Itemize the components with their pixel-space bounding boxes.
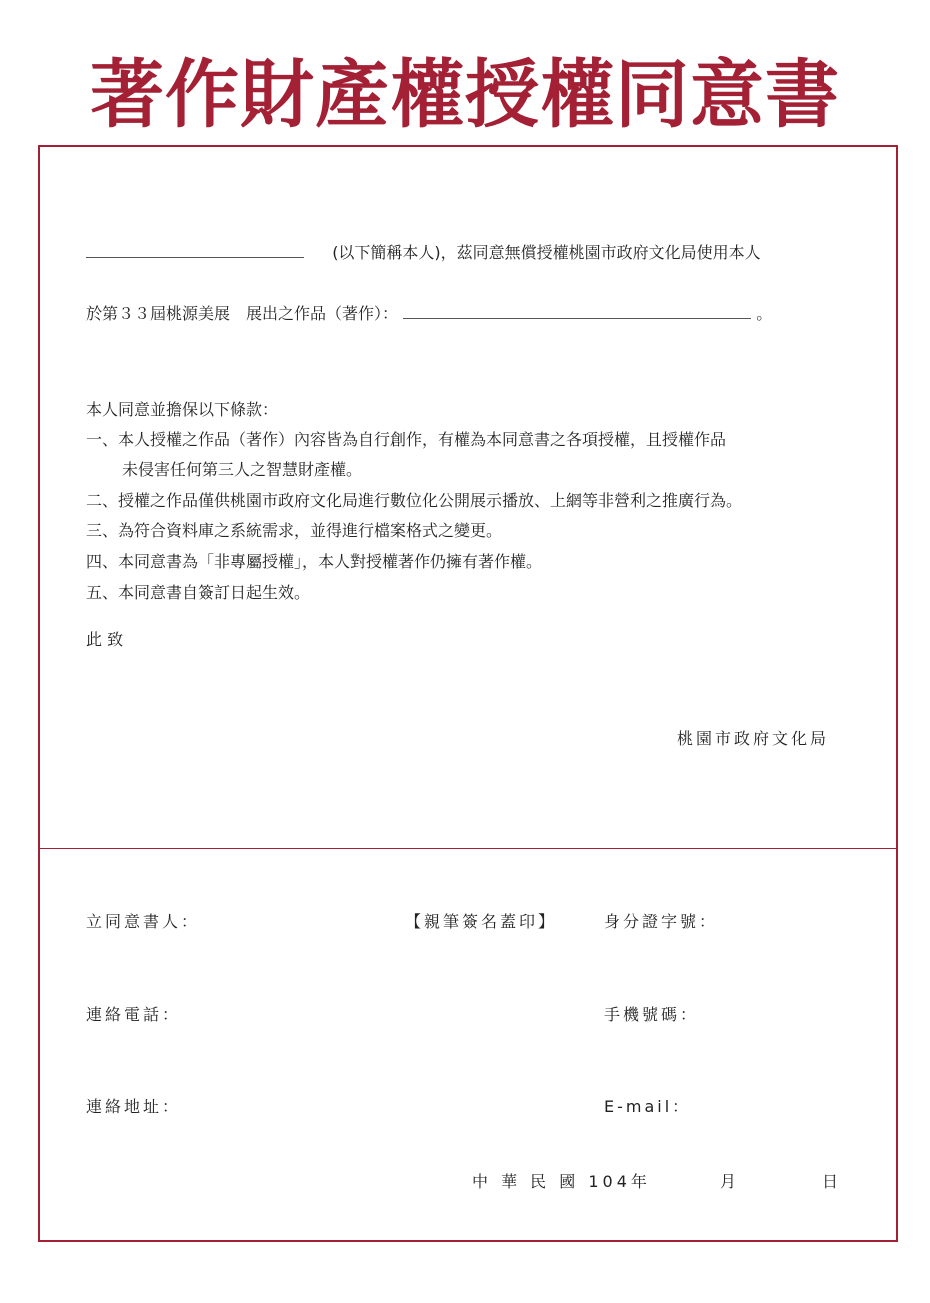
clause-1-line-2: 未侵害任何第三人之智慧財產權。	[122, 460, 363, 479]
date-year: 中 華 民 國 104年	[472, 1172, 651, 1191]
recipient: 桃園市政府文化局	[677, 729, 830, 748]
signature-note: 【親筆簽名蓋印】	[405, 912, 558, 931]
closing: 此 致	[86, 630, 124, 649]
document-title: 著作財產權授權同意書	[90, 52, 840, 138]
clause-1-line-1: 一、本人授權之作品（著作）內容皆為自行創作，有權為本同意書之各項授權，且授權作品	[86, 430, 727, 449]
clauses-heading: 本人同意並擔保以下條款：	[86, 400, 279, 419]
name-blank[interactable]	[86, 243, 304, 258]
intro-line-2-text: 於第３３屆桃源美展 展出之作品（著作）：	[86, 304, 399, 323]
clause-5: 五、本同意書自簽訂日起生效。	[86, 583, 311, 602]
intro-line-1-text: (以下簡稱本人)，茲同意無償授權桃園市政府文化局使用本人	[332, 243, 761, 262]
phone-label: 連絡電話：	[86, 1005, 182, 1024]
email-label: E-mail：	[604, 1097, 692, 1116]
clause-3: 三、為符合資料庫之系統需求，並得進行檔案格式之變更。	[86, 521, 503, 540]
intro-line-2-end: 。	[756, 304, 773, 323]
clause-4: 四、本同意書為「非專屬授權」，本人對授權著作仍擁有著作權。	[86, 552, 543, 571]
date-month: 月	[720, 1172, 737, 1191]
id-number-label: 身分證字號：	[604, 912, 719, 931]
date-day: 日	[822, 1172, 839, 1191]
intro-line-2	[86, 304, 772, 324]
section-divider	[38, 848, 898, 849]
artwork-title-blank[interactable]	[403, 304, 751, 319]
address-label: 連絡地址：	[86, 1097, 182, 1116]
clause-2: 二、授權之作品僅供桃園市政府文化局進行數位化公開展示播放、上網等非營利之推廣行為。	[86, 491, 743, 510]
mobile-label: 手機號碼：	[604, 1005, 700, 1024]
signer-label: 立同意書人：	[86, 912, 201, 931]
intro-line-1	[86, 243, 761, 263]
